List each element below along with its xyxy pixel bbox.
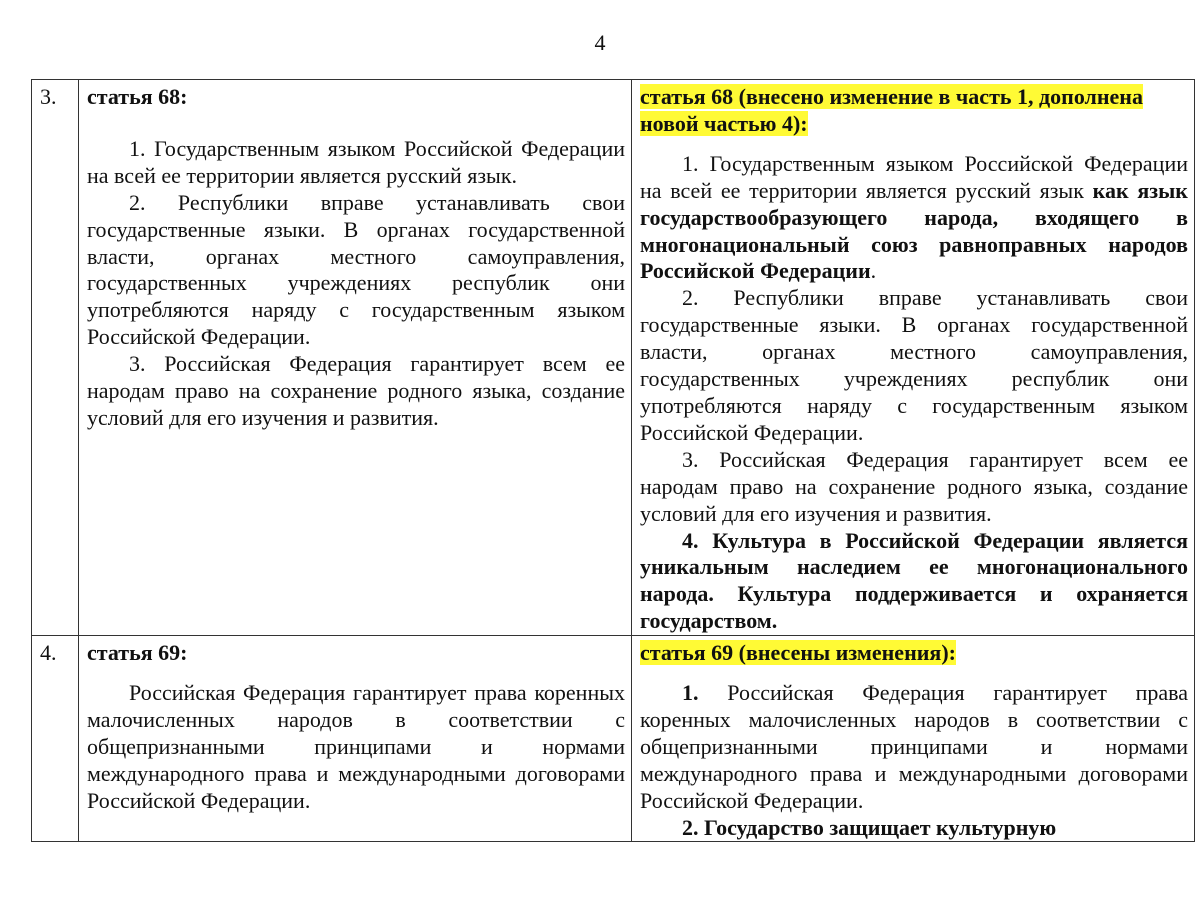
old-text-cell [79,636,632,842]
new-paragraph [640,680,1188,815]
row-number: 3. [32,80,79,636]
old-paragraph: 2. Республики вправе устанавливать свои государственные языки. В органах государственной власти, органах местного самоуправления, государственных учреждениях республик они употребляются наряду с государственным языком Российской Федерации. [87,189,625,350]
amended-text: 4. Культура в Российской Федерации является уникальным наследием ее многонационального народа. Культура поддерживается и охраняется государством. [640,527,1188,634]
new-text-cell [632,80,1195,636]
new-article-heading [640,84,1188,138]
comparison-table [31,79,1195,842]
table-row [32,636,1195,842]
new-paragraph [640,151,1188,286]
new-paragraph: 2. Республики вправе устанавливать свои государственные языки. В органах государственной власти, органах местного самоуправления, государственных учреждениях республик они употребляются наряду с государственным языком Российской Федерации. [640,285,1188,445]
amended-number: 1. [682,680,699,706]
paragraph-text: 1. Государственным языком Российской Федерации на всей ее территории является русский язык [640,150,1188,203]
new-paragraph [640,528,1188,636]
old-article-heading: статья 69: [87,640,188,666]
old-text-cell [79,80,632,636]
new-text-cell [632,636,1195,842]
new-paragraph: 3. Российская Федерация гарантирует всем ее народам право на сохранение родного языка, создание условий для его изучения и развития. [640,446,1188,526]
highlighted-heading: статья 69 (внесены изменения): [640,640,956,666]
amended-text: как язык государствообразующего народа, входящего в многонациональный союз равноправных народов Российской Федерации [640,177,1188,284]
row-number: 4. [32,636,79,842]
old-article-heading: статья 68: [87,84,188,109]
highlighted-heading: статья 68 (внесено изменение в часть 1, дополнена новой частью 4): [640,84,1143,136]
new-article-heading [640,640,1188,667]
amended-text: 2. Государство защищает культурную [682,814,1057,840]
page-number: 4 [594,30,606,55]
old-paragraph: Российская Федерация гарантирует права коренных малочисленных народов в соответствии с общепризнанными принципами и нормами международного права и международными договорами Российской Федерации. [87,680,625,813]
new-paragraph [640,815,1188,842]
paragraph-text: Российская Федерация гарантирует права коренных малочисленных народов в соответствии с общепризнанными принципами и нормами международного права и международными договорами Российской Федерации. [640,680,1188,813]
old-paragraph: 3. Российская Федерация гарантирует всем ее народам право на сохранение родного языка, создание условий для его изучения и развития. [87,351,625,430]
old-paragraph: 1. Государственным языком Российской Федерации на всей ее территории является русский язык. [87,135,625,188]
table-row [32,80,1195,636]
paragraph-text: . [870,258,877,284]
